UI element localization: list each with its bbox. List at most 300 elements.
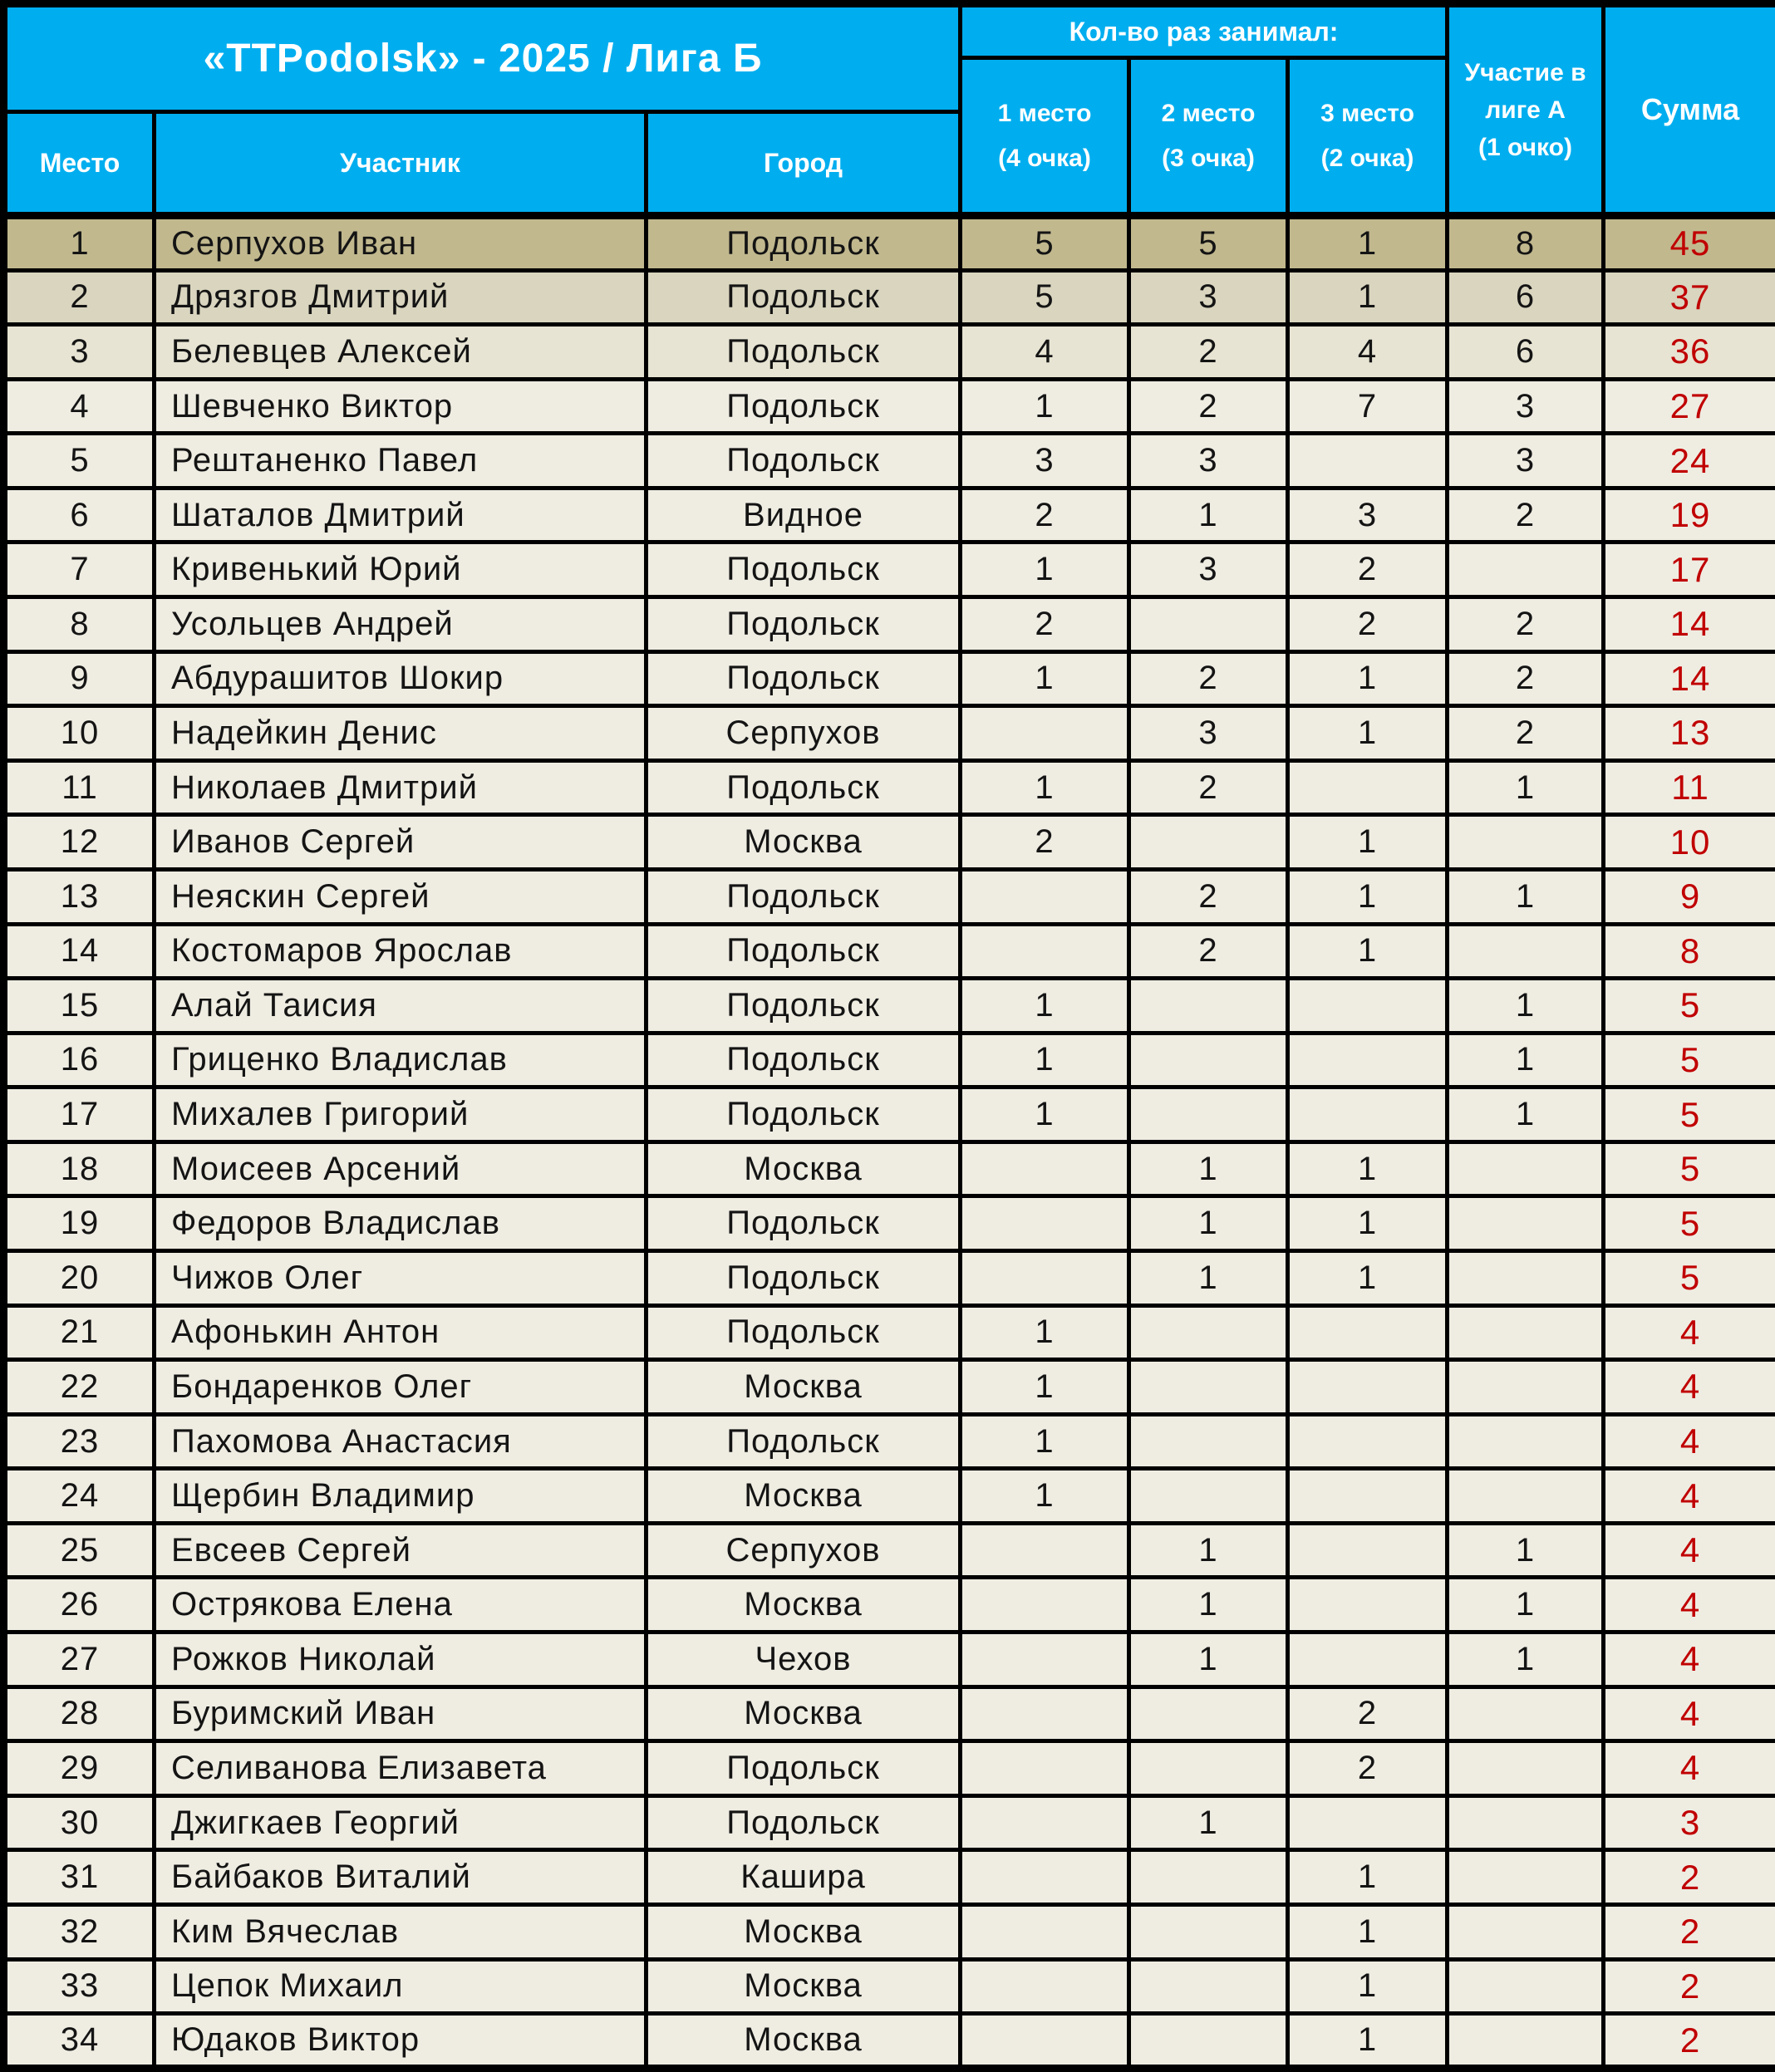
- table-row: [4, 1578, 1775, 1633]
- city-cell: Москва: [647, 1142, 961, 1196]
- participant-cell: Моисеев Арсений: [155, 1142, 647, 1196]
- third-place-count-cell: 1: [1288, 1959, 1448, 2014]
- first-place-count-cell: 1: [961, 1088, 1129, 1142]
- participant-cell: Шаталов Дмитрий: [155, 488, 647, 543]
- sum-cell: 14: [1604, 651, 1775, 706]
- table-row: [4, 379, 1775, 434]
- second-place-count-cell: [1129, 1850, 1288, 1905]
- place-cell: 19: [4, 1196, 155, 1251]
- third-place-count-cell: [1288, 1578, 1448, 1633]
- place-cell: 2: [4, 270, 155, 325]
- first-place-count-cell: [961, 1196, 1129, 1251]
- third-place-count-cell: 1: [1288, 1250, 1448, 1305]
- place-cell: 1: [4, 216, 155, 271]
- participant-cell: Кривенький Юрий: [155, 543, 647, 597]
- liga-a-count-cell: 3: [1448, 434, 1604, 489]
- second-place-count-cell: 2: [1129, 651, 1288, 706]
- sum-cell: 8: [1604, 924, 1775, 979]
- city-cell: Подольск: [647, 869, 961, 924]
- second-place-count-cell: 3: [1129, 270, 1288, 325]
- liga-a-count-cell: 1: [1448, 869, 1604, 924]
- sum-cell: 45: [1604, 216, 1775, 271]
- participant-cell: Цепок Михаил: [155, 1959, 647, 2014]
- second-place-count-cell: 1: [1129, 1250, 1288, 1305]
- liga-a-count-cell: 8: [1448, 216, 1604, 271]
- participant-cell: Усольцев Андрей: [155, 597, 647, 652]
- city-cell: Подольск: [647, 597, 961, 652]
- third-place-count-cell: 1: [1288, 1850, 1448, 1905]
- liga-a-count-cell: [1448, 1360, 1604, 1415]
- table-row: [4, 216, 1775, 271]
- third-place-count-cell: [1288, 1088, 1448, 1142]
- participant-cell: Абдурашитов Шокир: [155, 651, 647, 706]
- participant-cell: Серпухов Иван: [155, 216, 647, 271]
- sum-cell: 27: [1604, 379, 1775, 434]
- liga-a-count-cell: [1448, 1904, 1604, 1959]
- second-place-count-cell: 5: [1129, 216, 1288, 271]
- first-place-count-cell: [961, 1959, 1129, 2014]
- participant-cell: Юдаков Виктор: [155, 2014, 647, 2069]
- sum-cell: 3: [1604, 1795, 1775, 1850]
- place-cell: 7: [4, 543, 155, 597]
- place-cell: 8: [4, 597, 155, 652]
- first-place-count-cell: 1: [961, 760, 1129, 815]
- third-place-count-cell: 2: [1288, 597, 1448, 652]
- liga-a-count-cell: 1: [1448, 1633, 1604, 1687]
- second-place-count-cell: 1: [1129, 1523, 1288, 1578]
- city-cell: Подольск: [647, 1795, 961, 1850]
- sum-cell: 19: [1604, 488, 1775, 543]
- third-place-count-cell: 1: [1288, 924, 1448, 979]
- second-place-count-cell: [1129, 1414, 1288, 1469]
- participant-cell: Рожков Николай: [155, 1633, 647, 1687]
- participant-cell: Костомаров Ярослав: [155, 924, 647, 979]
- liga-a-count-cell: 1: [1448, 1578, 1604, 1633]
- city-cell: Подольск: [647, 1414, 961, 1469]
- sum-cell: 10: [1604, 815, 1775, 870]
- table-row: [4, 924, 1775, 979]
- liga-a-count-cell: 1: [1448, 1033, 1604, 1088]
- city-cell: Москва: [647, 1469, 961, 1524]
- table-row: [4, 325, 1775, 380]
- city-cell: Подольск: [647, 979, 961, 1034]
- participant-cell: Евсеев Сергей: [155, 1523, 647, 1578]
- second-place-count-cell: 3: [1129, 434, 1288, 489]
- first-place-count-cell: [961, 1142, 1129, 1196]
- first-place-count-cell: [961, 924, 1129, 979]
- city-cell: Подольск: [647, 216, 961, 271]
- third-place-count-cell: 1: [1288, 1196, 1448, 1251]
- first-place-count-cell: 3: [961, 434, 1129, 489]
- third-place-count-cell: 1: [1288, 270, 1448, 325]
- column-header-liga-a: [1448, 4, 1604, 216]
- sum-cell: 4: [1604, 1741, 1775, 1796]
- place-cell: 6: [4, 488, 155, 543]
- group-header-times-placed: Кол-во раз занимал:: [961, 4, 1448, 58]
- city-cell: Подольск: [647, 1250, 961, 1305]
- third-place-count-cell: 1: [1288, 815, 1448, 870]
- second-place-count-cell: [1129, 815, 1288, 870]
- second-place-count-cell: [1129, 1469, 1288, 1524]
- place-cell: 34: [4, 2014, 155, 2069]
- participant-cell: Иванов Сергей: [155, 815, 647, 870]
- third-place-count-cell: 1: [1288, 1904, 1448, 1959]
- column-header-sum: Сумма: [1604, 4, 1775, 216]
- liga-a-count-cell: [1448, 2014, 1604, 2069]
- place-cell: 27: [4, 1633, 155, 1687]
- table-row: [4, 1850, 1775, 1905]
- sum-cell: 11: [1604, 760, 1775, 815]
- second-place-count-cell: [1129, 2014, 1288, 2069]
- city-cell: Серпухов: [647, 1523, 961, 1578]
- sum-cell: 5: [1604, 1033, 1775, 1088]
- table-row: [4, 706, 1775, 761]
- sum-cell: 13: [1604, 706, 1775, 761]
- third-place-count-cell: [1288, 760, 1448, 815]
- first-place-count-cell: [961, 1904, 1129, 1959]
- second-place-count-cell: 1: [1129, 488, 1288, 543]
- third-place-count-cell: 1: [1288, 216, 1448, 271]
- place-cell: 15: [4, 979, 155, 1034]
- table-row: [4, 979, 1775, 1034]
- first-place-count-cell: [961, 1850, 1129, 1905]
- sum-cell: 24: [1604, 434, 1775, 489]
- place-cell: 28: [4, 1687, 155, 1741]
- table-row: [4, 1741, 1775, 1796]
- second-place-count-cell: [1129, 1088, 1288, 1142]
- sum-cell: 5: [1604, 1142, 1775, 1196]
- table-row: [4, 651, 1775, 706]
- column-header-third-place-label: 3 место: [1320, 99, 1414, 127]
- city-cell: Москва: [647, 1959, 961, 2014]
- second-place-count-cell: 1: [1129, 1142, 1288, 1196]
- first-place-count-cell: [961, 2014, 1129, 2069]
- table-row: [4, 270, 1775, 325]
- participant-cell: Бондаренков Олег: [155, 1360, 647, 1415]
- liga-a-count-cell: [1448, 1142, 1604, 1196]
- third-place-count-cell: [1288, 1033, 1448, 1088]
- table-row: [4, 1687, 1775, 1741]
- first-place-count-cell: 1: [961, 651, 1129, 706]
- table-row: [4, 815, 1775, 870]
- city-cell: Подольск: [647, 1741, 961, 1796]
- place-cell: 22: [4, 1360, 155, 1415]
- liga-a-count-cell: [1448, 1687, 1604, 1741]
- place-cell: 11: [4, 760, 155, 815]
- column-header-first-place-label: 1 место: [997, 99, 1092, 127]
- column-header-first-place-points: (4 очка): [998, 144, 1091, 172]
- second-place-count-cell: [1129, 597, 1288, 652]
- city-cell: Москва: [647, 1360, 961, 1415]
- liga-a-count-cell: [1448, 1795, 1604, 1850]
- liga-a-count-cell: 1: [1448, 979, 1604, 1034]
- sum-cell: 4: [1604, 1523, 1775, 1578]
- city-cell: Подольск: [647, 1196, 961, 1251]
- second-place-count-cell: [1129, 1741, 1288, 1796]
- sum-cell: 5: [1604, 1088, 1775, 1142]
- participant-cell: Щербин Владимир: [155, 1469, 647, 1524]
- place-cell: 31: [4, 1850, 155, 1905]
- table-row: [4, 488, 1775, 543]
- place-cell: 17: [4, 1088, 155, 1142]
- place-cell: 24: [4, 1469, 155, 1524]
- sum-cell: 4: [1604, 1305, 1775, 1360]
- second-place-count-cell: 1: [1129, 1633, 1288, 1687]
- liga-a-count-cell: [1448, 815, 1604, 870]
- place-cell: 25: [4, 1523, 155, 1578]
- liga-a-count-cell: 3: [1448, 379, 1604, 434]
- place-cell: 9: [4, 651, 155, 706]
- table-row: [4, 1959, 1775, 2014]
- column-header-city: Город: [647, 112, 961, 216]
- place-cell: 13: [4, 869, 155, 924]
- column-header-third-place-points: (2 очка): [1320, 144, 1414, 172]
- place-cell: 16: [4, 1033, 155, 1088]
- table-row: [4, 1523, 1775, 1578]
- city-cell: Подольск: [647, 325, 961, 380]
- table-row: [4, 1305, 1775, 1360]
- column-header-participant: Участник: [155, 112, 647, 216]
- second-place-count-cell: 2: [1129, 760, 1288, 815]
- first-place-count-cell: 1: [961, 1469, 1129, 1524]
- participant-cell: Неяскин Сергей: [155, 869, 647, 924]
- place-cell: 23: [4, 1414, 155, 1469]
- participant-cell: Шевченко Виктор: [155, 379, 647, 434]
- first-place-count-cell: [961, 706, 1129, 761]
- first-place-count-cell: 5: [961, 270, 1129, 325]
- first-place-count-cell: [961, 869, 1129, 924]
- table-row: [4, 543, 1775, 597]
- second-place-count-cell: 3: [1129, 543, 1288, 597]
- participant-cell: Михалев Григорий: [155, 1088, 647, 1142]
- second-place-count-cell: 2: [1129, 325, 1288, 380]
- liga-a-count-cell: [1448, 1305, 1604, 1360]
- first-place-count-cell: 2: [961, 488, 1129, 543]
- standings-body: [4, 216, 1775, 2069]
- first-place-count-cell: 1: [961, 543, 1129, 597]
- place-cell: 30: [4, 1795, 155, 1850]
- first-place-count-cell: [961, 1687, 1129, 1741]
- first-place-count-cell: 4: [961, 325, 1129, 380]
- third-place-count-cell: 2: [1288, 543, 1448, 597]
- sum-cell: 4: [1604, 1360, 1775, 1415]
- column-header-second-place-points: (3 очка): [1162, 144, 1255, 172]
- liga-a-count-cell: [1448, 1196, 1604, 1251]
- first-place-count-cell: [961, 1250, 1129, 1305]
- place-cell: 3: [4, 325, 155, 380]
- column-header-liga-a-line2: лиге А: [1485, 96, 1566, 124]
- participant-cell: Дрязгов Дмитрий: [155, 270, 647, 325]
- table-row: [4, 2014, 1775, 2069]
- city-cell: Видное: [647, 488, 961, 543]
- second-place-count-cell: 2: [1129, 924, 1288, 979]
- place-cell: 12: [4, 815, 155, 870]
- liga-a-count-cell: 2: [1448, 706, 1604, 761]
- liga-a-count-cell: 2: [1448, 597, 1604, 652]
- city-cell: Подольск: [647, 924, 961, 979]
- table-row: [4, 1795, 1775, 1850]
- place-cell: 26: [4, 1578, 155, 1633]
- city-cell: Москва: [647, 815, 961, 870]
- first-place-count-cell: [961, 1795, 1129, 1850]
- first-place-count-cell: [961, 1633, 1129, 1687]
- liga-a-count-cell: 6: [1448, 325, 1604, 380]
- third-place-count-cell: 1: [1288, 2014, 1448, 2069]
- participant-cell: Пахомова Анастасия: [155, 1414, 647, 1469]
- participant-cell: Байбаков Виталий: [155, 1850, 647, 1905]
- third-place-count-cell: 1: [1288, 1142, 1448, 1196]
- sum-cell: 4: [1604, 1578, 1775, 1633]
- table-row: [4, 1142, 1775, 1196]
- first-place-count-cell: 1: [961, 1360, 1129, 1415]
- participant-cell: Селиванова Елизавета: [155, 1741, 647, 1796]
- third-place-count-cell: 1: [1288, 651, 1448, 706]
- liga-a-count-cell: 1: [1448, 1523, 1604, 1578]
- place-cell: 18: [4, 1142, 155, 1196]
- first-place-count-cell: 1: [961, 1305, 1129, 1360]
- third-place-count-cell: 1: [1288, 869, 1448, 924]
- liga-a-count-cell: 1: [1448, 760, 1604, 815]
- table-row: [4, 1360, 1775, 1415]
- third-place-count-cell: 2: [1288, 1687, 1448, 1741]
- second-place-count-cell: [1129, 1959, 1288, 2014]
- first-place-count-cell: 1: [961, 979, 1129, 1034]
- city-cell: Подольск: [647, 543, 961, 597]
- sum-cell: 37: [1604, 270, 1775, 325]
- city-cell: Кашира: [647, 1850, 961, 1905]
- second-place-count-cell: [1129, 1687, 1288, 1741]
- participant-cell: Рештаненко Павел: [155, 434, 647, 489]
- sum-cell: 2: [1604, 1850, 1775, 1905]
- participant-cell: Афонькин Антон: [155, 1305, 647, 1360]
- table-row: [4, 1033, 1775, 1088]
- city-cell: Подольск: [647, 651, 961, 706]
- second-place-count-cell: [1129, 1904, 1288, 1959]
- participant-cell: Чижов Олег: [155, 1250, 647, 1305]
- table-row: [4, 1904, 1775, 1959]
- place-cell: 33: [4, 1959, 155, 2014]
- participant-cell: Надейкин Денис: [155, 706, 647, 761]
- column-header-liga-a-line1: Участие в: [1464, 58, 1586, 86]
- place-cell: 4: [4, 379, 155, 434]
- third-place-count-cell: 3: [1288, 488, 1448, 543]
- participant-cell: Ким Вячеслав: [155, 1904, 647, 1959]
- third-place-count-cell: [1288, 1305, 1448, 1360]
- place-cell: 5: [4, 434, 155, 489]
- sum-cell: 2: [1604, 2014, 1775, 2069]
- liga-a-count-cell: [1448, 1959, 1604, 2014]
- third-place-count-cell: 1: [1288, 706, 1448, 761]
- column-header-liga-a-line3: (1 очко): [1478, 133, 1572, 161]
- city-cell: Чехов: [647, 1633, 961, 1687]
- third-place-count-cell: [1288, 1633, 1448, 1687]
- sum-cell: 17: [1604, 543, 1775, 597]
- column-header-first-place: [961, 58, 1129, 216]
- place-cell: 10: [4, 706, 155, 761]
- liga-a-count-cell: 6: [1448, 270, 1604, 325]
- second-place-count-cell: 1: [1129, 1196, 1288, 1251]
- table-row: [4, 434, 1775, 489]
- third-place-count-cell: [1288, 434, 1448, 489]
- participant-cell: Гриценко Владислав: [155, 1033, 647, 1088]
- first-place-count-cell: 1: [961, 1414, 1129, 1469]
- city-cell: Подольск: [647, 1305, 961, 1360]
- participant-cell: Николаев Дмитрий: [155, 760, 647, 815]
- participant-cell: Алай Таисия: [155, 979, 647, 1034]
- participant-cell: Федоров Владислав: [155, 1196, 647, 1251]
- third-place-count-cell: [1288, 1523, 1448, 1578]
- city-cell: Москва: [647, 1904, 961, 1959]
- liga-a-count-cell: [1448, 1414, 1604, 1469]
- participant-cell: Буримский Иван: [155, 1687, 647, 1741]
- column-header-third-place: [1288, 58, 1448, 216]
- city-cell: Подольск: [647, 760, 961, 815]
- second-place-count-cell: [1129, 1033, 1288, 1088]
- third-place-count-cell: 4: [1288, 325, 1448, 380]
- city-cell: Подольск: [647, 379, 961, 434]
- second-place-count-cell: 3: [1129, 706, 1288, 761]
- table-row: [4, 869, 1775, 924]
- place-cell: 29: [4, 1741, 155, 1796]
- participant-cell: Белевцев Алексей: [155, 325, 647, 380]
- table-row: [4, 597, 1775, 652]
- participant-cell: Острякова Елена: [155, 1578, 647, 1633]
- table-row: [4, 1196, 1775, 1251]
- third-place-count-cell: 2: [1288, 1741, 1448, 1796]
- sum-cell: 9: [1604, 869, 1775, 924]
- third-place-count-cell: [1288, 1414, 1448, 1469]
- first-place-count-cell: [961, 1578, 1129, 1633]
- liga-a-count-cell: [1448, 1850, 1604, 1905]
- liga-a-count-cell: [1448, 1469, 1604, 1524]
- place-cell: 14: [4, 924, 155, 979]
- second-place-count-cell: [1129, 1305, 1288, 1360]
- table-header: [4, 4, 1775, 216]
- city-cell: Москва: [647, 2014, 961, 2069]
- first-place-count-cell: 2: [961, 815, 1129, 870]
- second-place-count-cell: 1: [1129, 1578, 1288, 1633]
- table-row: [4, 1088, 1775, 1142]
- sum-cell: 2: [1604, 1904, 1775, 1959]
- table-row: [4, 760, 1775, 815]
- second-place-count-cell: 1: [1129, 1795, 1288, 1850]
- sum-cell: 4: [1604, 1687, 1775, 1741]
- table-row: [4, 1469, 1775, 1524]
- first-place-count-cell: [961, 1523, 1129, 1578]
- liga-a-count-cell: [1448, 1250, 1604, 1305]
- sum-cell: 5: [1604, 1250, 1775, 1305]
- participant-cell: Джигкаев Георгий: [155, 1795, 647, 1850]
- sum-cell: 36: [1604, 325, 1775, 380]
- city-cell: Серпухов: [647, 706, 961, 761]
- city-cell: Подольск: [647, 1033, 961, 1088]
- city-cell: Москва: [647, 1578, 961, 1633]
- sum-cell: 5: [1604, 1196, 1775, 1251]
- first-place-count-cell: 1: [961, 1033, 1129, 1088]
- third-place-count-cell: 7: [1288, 379, 1448, 434]
- sum-cell: 4: [1604, 1414, 1775, 1469]
- column-header-second-place: [1129, 58, 1288, 216]
- first-place-count-cell: 5: [961, 216, 1129, 271]
- place-cell: 20: [4, 1250, 155, 1305]
- second-place-count-cell: 2: [1129, 379, 1288, 434]
- column-header-place: Место: [4, 112, 155, 216]
- liga-a-count-cell: [1448, 924, 1604, 979]
- sum-cell: 4: [1604, 1469, 1775, 1524]
- city-cell: Подольск: [647, 1088, 961, 1142]
- third-place-count-cell: [1288, 1795, 1448, 1850]
- city-cell: Москва: [647, 1687, 961, 1741]
